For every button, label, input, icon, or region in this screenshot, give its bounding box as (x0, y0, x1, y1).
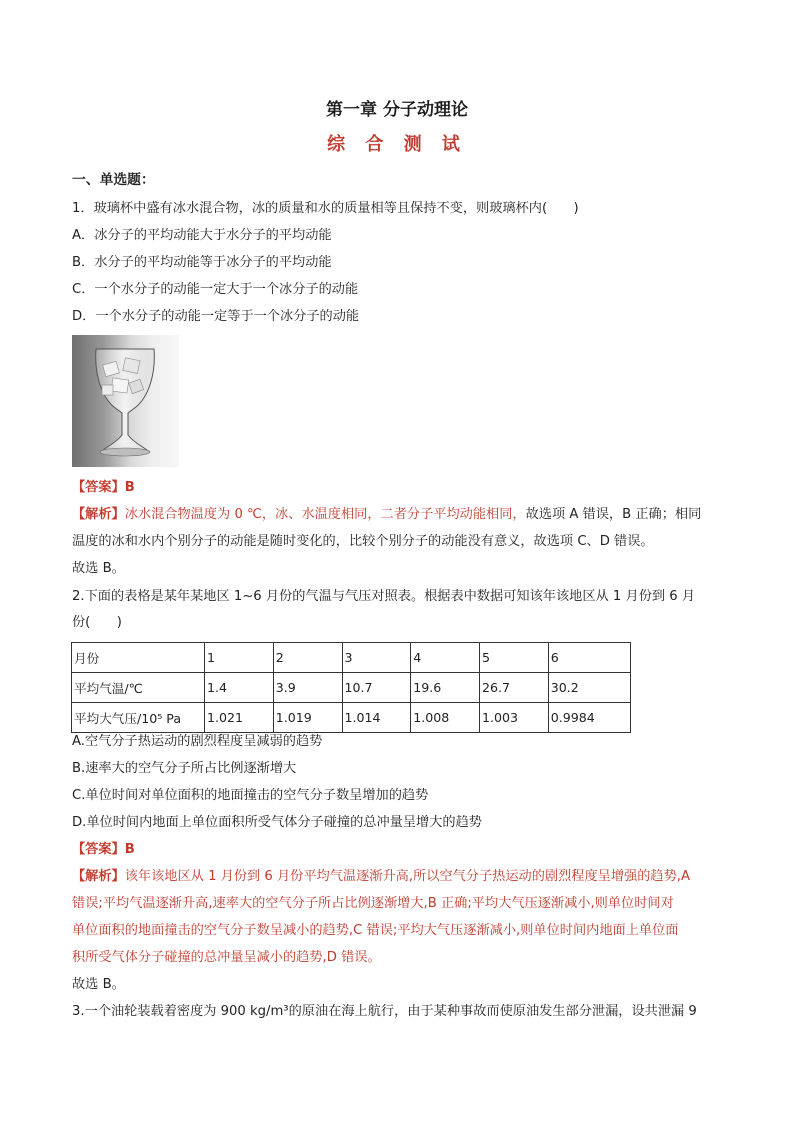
q2-conclusion: 故选 B。 (72, 977, 125, 992)
q1-option-a: A．冰分子的平均动能大于水分子的平均动能 (72, 228, 332, 243)
table-cell: 5 (480, 643, 549, 673)
q2-option-b: B.速率大的空气分子所占比例逐渐增大 (72, 761, 297, 776)
table-cell: 1.008 (411, 703, 480, 733)
q1-stem: 1．玻璃杯中盛有冰水混合物，冰的质量和水的质量相等且保持不变，则玻璃杯内( ) (72, 201, 579, 216)
table-row (72, 643, 631, 673)
table-cell: 0.9984 (548, 703, 630, 733)
q1-analysis-rest-text: 故选项 A 错误，B 正确；相同 (525, 507, 702, 522)
q1-option-c: C．一个水分子的动能一定大于一个冰分子的动能 (72, 282, 359, 297)
section-heading: 一、单选题： (72, 172, 155, 188)
chapter-title: 第一章 分子动理论 (326, 100, 468, 120)
table-cell: 1.019 (273, 703, 342, 733)
glass-icon (72, 335, 179, 467)
q1-analysis-red-text: 冰水混合物温度为 0 ℃，冰、水温度相同，二者分子平均动能相同， (124, 507, 526, 522)
q2-stem-line-2: 份( ) (72, 615, 122, 630)
q2-analysis-text: 该年该地区从 1 月份到 6 月份平均气温逐渐升高,所以空气分子热运动的剧烈程度呈增强的趋势,A (124, 869, 691, 884)
q1-conclusion: 故选 B。 (72, 561, 125, 576)
table-cell: 月份 (72, 643, 205, 673)
table-cell: 3 (342, 643, 411, 673)
q2-option-a: A.空气分子热运动的剧烈程度呈减弱的趋势 (72, 734, 323, 749)
glass-of-ice-water-photo (72, 335, 179, 467)
table-cell: 平均气温/℃ (72, 673, 205, 703)
table-cell: 1.003 (480, 703, 549, 733)
q2-analysis-line-1 (72, 867, 732, 887)
q2-analysis-line-3: 单位面积的地面撞击的空气分子数呈减小的趋势,C 错误;平均大气压逐渐减小,则单位时间内地面上单位面 (72, 923, 679, 938)
q2-analysis-line-4: 积所受气体分子碰撞的总冲量呈减小的趋势,D 错误。 (72, 950, 381, 965)
q3-stem-line-1: 3.一个油轮装载着密度为 900 kg/m³的原油在海上航行，由于某种事故而使原油发生部分泄漏，设共泄漏 9 (72, 1004, 697, 1019)
table-cell: 2 (273, 643, 342, 673)
q2-analysis-label: 【解析】 (72, 869, 125, 884)
table-cell: 平均大气压/10⁵ Pa (72, 703, 205, 733)
table-cell: 1.014 (342, 703, 411, 733)
temperature-pressure-table (71, 642, 631, 733)
table-cell: 26.7 (480, 673, 549, 703)
table-cell: 1.021 (205, 703, 274, 733)
table-cell: 19.6 (411, 673, 480, 703)
subtitle: 综 合 测 试 (327, 134, 467, 155)
table-cell: 10.7 (342, 673, 411, 703)
q2-stem-line-1: 2.下面的表格是某年某地区 1~6 月份的气温与气压对照表。根据表中数据可知该年该地区从 1 月份到 6 月 (72, 589, 696, 604)
q1-answer: 【答案】B (72, 480, 135, 495)
q2-option-c: C.单位时间对单位面积的地面撞击的空气分子数呈增加的趋势 (72, 788, 429, 803)
q1-analysis-label: 【解析】 (72, 507, 125, 522)
q2-answer: 【答案】B (72, 842, 135, 857)
q1-option-d: D．一个水分子的动能一定等于一个冰分子的动能 (72, 309, 360, 324)
table-cell: 6 (548, 643, 630, 673)
table-cell: 1 (205, 643, 274, 673)
table-cell: 3.9 (273, 673, 342, 703)
q2-analysis-line-2: 错误;平均气温逐渐升高,速率大的空气分子所占比例逐渐增大,B 正确;平均大气压逐渐减小,则单位时间对 (72, 896, 674, 911)
q1-analysis-line-1 (72, 505, 732, 525)
q1-option-b: B．水分子的平均动能等于冰分子的平均动能 (72, 255, 332, 270)
table-cell: 1.4 (205, 673, 274, 703)
table-row (72, 703, 631, 733)
q1-analysis-line-2: 温度的冰和水内个别分子的动能是随时变化的，比较个别分子的动能没有意义，故选项 C、D 错误。 (72, 534, 654, 549)
table-cell: 30.2 (548, 673, 630, 703)
table-cell: 4 (411, 643, 480, 673)
table-row (72, 673, 631, 703)
q2-option-d: D.单位时间内地面上单位面积所受气体分子碰撞的总冲量呈增大的趋势 (72, 815, 482, 830)
